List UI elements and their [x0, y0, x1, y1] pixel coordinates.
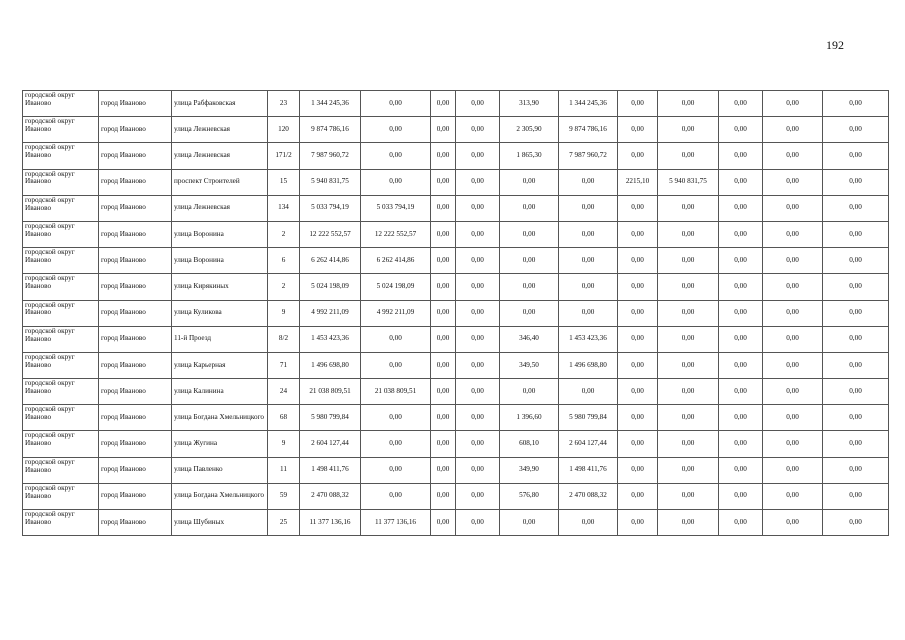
cell-total-cost: 2 470 088,32	[300, 483, 361, 509]
cell-value-5: 9 874 786,16	[559, 117, 618, 143]
cell-value-9: 0,00	[763, 352, 823, 378]
cell-value-1: 21 038 809,51	[361, 379, 431, 405]
cell-value-9: 0,00	[763, 274, 823, 300]
cell-municipality: городской округ Иваново	[23, 405, 99, 431]
cell-value-2: 0,00	[431, 352, 456, 378]
table-row	[23, 221, 889, 247]
cell-street: улица Лежневская	[172, 195, 268, 221]
cell-total-cost: 12 222 552,57	[300, 221, 361, 247]
cell-value-7: 0,00	[658, 248, 719, 274]
housing-repair-table	[22, 90, 889, 536]
cell-value-10: 0,00	[823, 195, 889, 221]
cell-value-1: 5 033 794,19	[361, 195, 431, 221]
table-row	[23, 326, 889, 352]
cell-municipality: городской округ Иваново	[23, 431, 99, 457]
cell-house: 24	[268, 379, 300, 405]
cell-municipality: городской округ Иваново	[23, 169, 99, 195]
cell-value-3: 0,00	[456, 352, 500, 378]
cell-value-7: 0,00	[658, 457, 719, 483]
cell-value-7: 0,00	[658, 143, 719, 169]
cell-value-3: 0,00	[456, 169, 500, 195]
cell-value-6: 0,00	[618, 274, 658, 300]
cell-settlement: город Иваново	[99, 510, 172, 536]
cell-municipality: городской округ Иваново	[23, 274, 99, 300]
cell-value-8: 0,00	[719, 169, 763, 195]
cell-value-8: 0,00	[719, 274, 763, 300]
table-row	[23, 248, 889, 274]
cell-value-4: 0,00	[500, 510, 559, 536]
cell-total-cost: 21 038 809,51	[300, 379, 361, 405]
cell-value-7: 0,00	[658, 379, 719, 405]
cell-value-6: 2215,10	[618, 169, 658, 195]
cell-street: проспект Строителей	[172, 169, 268, 195]
cell-municipality: городской округ Иваново	[23, 300, 99, 326]
cell-value-8: 0,00	[719, 483, 763, 509]
cell-value-3: 0,00	[456, 405, 500, 431]
cell-value-4: 346,40	[500, 326, 559, 352]
cell-value-6: 0,00	[618, 352, 658, 378]
cell-value-4: 349,50	[500, 352, 559, 378]
cell-house: 120	[268, 117, 300, 143]
cell-total-cost: 5 024 198,09	[300, 274, 361, 300]
cell-value-4: 0,00	[500, 274, 559, 300]
cell-street: улица Лежневская	[172, 143, 268, 169]
cell-value-9: 0,00	[763, 379, 823, 405]
cell-value-6: 0,00	[618, 379, 658, 405]
table-row	[23, 300, 889, 326]
cell-settlement: город Иваново	[99, 169, 172, 195]
cell-value-6: 0,00	[618, 326, 658, 352]
table-row	[23, 379, 889, 405]
cell-value-7: 0,00	[658, 483, 719, 509]
cell-value-2: 0,00	[431, 483, 456, 509]
cell-total-cost: 1 498 411,76	[300, 457, 361, 483]
cell-value-10: 0,00	[823, 352, 889, 378]
cell-value-6: 0,00	[618, 221, 658, 247]
cell-value-7: 0,00	[658, 326, 719, 352]
cell-total-cost: 5 980 799,84	[300, 405, 361, 431]
table-row	[23, 457, 889, 483]
cell-value-8: 0,00	[719, 91, 763, 117]
cell-value-2: 0,00	[431, 117, 456, 143]
cell-value-1: 0,00	[361, 405, 431, 431]
page-number: 192	[826, 38, 844, 52]
cell-value-2: 0,00	[431, 326, 456, 352]
cell-house: 9	[268, 300, 300, 326]
cell-value-4: 0,00	[500, 248, 559, 274]
cell-value-6: 0,00	[618, 117, 658, 143]
cell-municipality: городской округ Иваново	[23, 143, 99, 169]
table-row	[23, 510, 889, 536]
cell-value-1: 0,00	[361, 91, 431, 117]
cell-value-8: 0,00	[719, 248, 763, 274]
cell-settlement: город Иваново	[99, 352, 172, 378]
cell-value-7: 0,00	[658, 274, 719, 300]
cell-value-7: 0,00	[658, 91, 719, 117]
cell-value-9: 0,00	[763, 117, 823, 143]
cell-value-6: 0,00	[618, 143, 658, 169]
cell-value-4: 0,00	[500, 379, 559, 405]
cell-value-3: 0,00	[456, 274, 500, 300]
cell-value-3: 0,00	[456, 91, 500, 117]
cell-total-cost: 1 344 245,36	[300, 91, 361, 117]
cell-value-8: 0,00	[719, 405, 763, 431]
cell-value-5: 0,00	[559, 379, 618, 405]
cell-value-4: 1 865,30	[500, 143, 559, 169]
cell-value-4: 0,00	[500, 221, 559, 247]
cell-settlement: город Иваново	[99, 248, 172, 274]
cell-value-8: 0,00	[719, 326, 763, 352]
cell-value-2: 0,00	[431, 274, 456, 300]
cell-value-2: 0,00	[431, 169, 456, 195]
cell-street: улица Калинина	[172, 379, 268, 405]
cell-settlement: город Иваново	[99, 117, 172, 143]
cell-value-2: 0,00	[431, 221, 456, 247]
cell-value-9: 0,00	[763, 510, 823, 536]
cell-value-10: 0,00	[823, 431, 889, 457]
cell-value-5: 1 496 698,80	[559, 352, 618, 378]
cell-value-5: 2 470 088,32	[559, 483, 618, 509]
cell-house: 134	[268, 195, 300, 221]
cell-street: улица Воронина	[172, 248, 268, 274]
cell-value-3: 0,00	[456, 431, 500, 457]
cell-value-1: 0,00	[361, 483, 431, 509]
cell-value-5: 7 987 960,72	[559, 143, 618, 169]
cell-value-5: 2 604 127,44	[559, 431, 618, 457]
cell-street: улица Куликова	[172, 300, 268, 326]
cell-value-4: 313,90	[500, 91, 559, 117]
cell-house: 71	[268, 352, 300, 378]
cell-total-cost: 1 496 698,80	[300, 352, 361, 378]
cell-value-3: 0,00	[456, 300, 500, 326]
cell-street: улица Рабфаковская	[172, 91, 268, 117]
cell-value-6: 0,00	[618, 431, 658, 457]
cell-value-10: 0,00	[823, 483, 889, 509]
cell-value-3: 0,00	[456, 510, 500, 536]
cell-municipality: городской округ Иваново	[23, 379, 99, 405]
cell-value-8: 0,00	[719, 143, 763, 169]
cell-value-4: 0,00	[500, 169, 559, 195]
cell-value-8: 0,00	[719, 352, 763, 378]
cell-value-3: 0,00	[456, 326, 500, 352]
cell-value-1: 12 222 552,57	[361, 221, 431, 247]
cell-value-8: 0,00	[719, 221, 763, 247]
cell-total-cost: 9 874 786,16	[300, 117, 361, 143]
cell-settlement: город Иваново	[99, 457, 172, 483]
cell-value-1: 0,00	[361, 117, 431, 143]
cell-value-10: 0,00	[823, 143, 889, 169]
cell-value-4: 2 305,90	[500, 117, 559, 143]
cell-value-6: 0,00	[618, 91, 658, 117]
cell-value-9: 0,00	[763, 483, 823, 509]
cell-total-cost: 5 940 831,75	[300, 169, 361, 195]
cell-house: 15	[268, 169, 300, 195]
cell-value-5: 1 498 411,76	[559, 457, 618, 483]
cell-value-3: 0,00	[456, 248, 500, 274]
cell-value-6: 0,00	[618, 300, 658, 326]
cell-value-5: 5 980 799,84	[559, 405, 618, 431]
cell-value-5: 1 344 245,36	[559, 91, 618, 117]
cell-house: 8/2	[268, 326, 300, 352]
cell-value-5: 0,00	[559, 221, 618, 247]
cell-value-9: 0,00	[763, 248, 823, 274]
cell-value-2: 0,00	[431, 143, 456, 169]
cell-municipality: городской округ Иваново	[23, 117, 99, 143]
cell-value-6: 0,00	[618, 483, 658, 509]
cell-value-8: 0,00	[719, 457, 763, 483]
cell-total-cost: 1 453 423,36	[300, 326, 361, 352]
cell-value-9: 0,00	[763, 457, 823, 483]
cell-value-9: 0,00	[763, 143, 823, 169]
cell-house: 2	[268, 221, 300, 247]
cell-value-6: 0,00	[618, 457, 658, 483]
cell-value-7: 0,00	[658, 352, 719, 378]
cell-street: улица Богдана Хмельницкого	[172, 483, 268, 509]
cell-value-2: 0,00	[431, 457, 456, 483]
cell-value-3: 0,00	[456, 143, 500, 169]
cell-value-6: 0,00	[618, 510, 658, 536]
cell-total-cost: 2 604 127,44	[300, 431, 361, 457]
cell-value-1: 0,00	[361, 326, 431, 352]
cell-value-10: 0,00	[823, 117, 889, 143]
cell-value-10: 0,00	[823, 169, 889, 195]
cell-value-1: 4 992 211,09	[361, 300, 431, 326]
cell-municipality: городской округ Иваново	[23, 352, 99, 378]
cell-value-7: 0,00	[658, 405, 719, 431]
cell-municipality: городской округ Иваново	[23, 221, 99, 247]
cell-total-cost: 4 992 211,09	[300, 300, 361, 326]
table-row	[23, 117, 889, 143]
cell-settlement: город Иваново	[99, 143, 172, 169]
cell-value-8: 0,00	[719, 300, 763, 326]
cell-street: улица Шубиных	[172, 510, 268, 536]
cell-house: 2	[268, 274, 300, 300]
cell-value-9: 0,00	[763, 91, 823, 117]
cell-value-6: 0,00	[618, 195, 658, 221]
cell-value-5: 0,00	[559, 510, 618, 536]
cell-value-9: 0,00	[763, 300, 823, 326]
cell-street: улица Богдана Хмельницкого	[172, 405, 268, 431]
cell-value-1: 11 377 136,16	[361, 510, 431, 536]
cell-value-2: 0,00	[431, 431, 456, 457]
cell-street: улица Карьерная	[172, 352, 268, 378]
cell-value-9: 0,00	[763, 431, 823, 457]
cell-municipality: городской округ Иваново	[23, 248, 99, 274]
cell-value-3: 0,00	[456, 483, 500, 509]
cell-value-7: 0,00	[658, 117, 719, 143]
cell-settlement: город Иваново	[99, 91, 172, 117]
cell-settlement: город Иваново	[99, 431, 172, 457]
table-row	[23, 483, 889, 509]
cell-value-2: 0,00	[431, 405, 456, 431]
cell-house: 68	[268, 405, 300, 431]
cell-total-cost: 6 262 414,86	[300, 248, 361, 274]
cell-value-2: 0,00	[431, 91, 456, 117]
cell-value-2: 0,00	[431, 195, 456, 221]
cell-value-3: 0,00	[456, 195, 500, 221]
cell-value-2: 0,00	[431, 248, 456, 274]
cell-value-5: 0,00	[559, 274, 618, 300]
cell-value-7: 0,00	[658, 195, 719, 221]
cell-municipality: городской округ Иваново	[23, 457, 99, 483]
cell-settlement: город Иваново	[99, 379, 172, 405]
cell-value-2: 0,00	[431, 510, 456, 536]
cell-value-10: 0,00	[823, 274, 889, 300]
cell-value-10: 0,00	[823, 91, 889, 117]
cell-street: улица Воронина	[172, 221, 268, 247]
cell-value-8: 0,00	[719, 379, 763, 405]
cell-value-8: 0,00	[719, 510, 763, 536]
cell-value-5: 0,00	[559, 195, 618, 221]
cell-value-4: 0,00	[500, 300, 559, 326]
table-row	[23, 352, 889, 378]
cell-settlement: город Иваново	[99, 326, 172, 352]
cell-value-8: 0,00	[719, 117, 763, 143]
cell-house: 25	[268, 510, 300, 536]
cell-value-10: 0,00	[823, 457, 889, 483]
cell-value-1: 0,00	[361, 143, 431, 169]
cell-settlement: город Иваново	[99, 483, 172, 509]
cell-value-7: 0,00	[658, 510, 719, 536]
cell-municipality: городской округ Иваново	[23, 483, 99, 509]
cell-total-cost: 7 987 960,72	[300, 143, 361, 169]
cell-value-9: 0,00	[763, 169, 823, 195]
cell-value-4: 1 396,60	[500, 405, 559, 431]
cell-value-9: 0,00	[763, 195, 823, 221]
cell-value-2: 0,00	[431, 300, 456, 326]
cell-house: 171/2	[268, 143, 300, 169]
cell-value-9: 0,00	[763, 405, 823, 431]
cell-municipality: городской округ Иваново	[23, 510, 99, 536]
cell-municipality: городской округ Иваново	[23, 326, 99, 352]
table-row	[23, 169, 889, 195]
cell-value-10: 0,00	[823, 326, 889, 352]
cell-value-5: 0,00	[559, 248, 618, 274]
cell-house: 6	[268, 248, 300, 274]
table-row	[23, 431, 889, 457]
table-row	[23, 274, 889, 300]
cell-street: улица Лежневская	[172, 117, 268, 143]
cell-house: 23	[268, 91, 300, 117]
cell-value-1: 0,00	[361, 169, 431, 195]
cell-value-9: 0,00	[763, 326, 823, 352]
cell-value-10: 0,00	[823, 510, 889, 536]
cell-street: улица Жугина	[172, 431, 268, 457]
cell-value-2: 0,00	[431, 379, 456, 405]
cell-total-cost: 11 377 136,16	[300, 510, 361, 536]
cell-street: улица Кирякиных	[172, 274, 268, 300]
cell-settlement: город Иваново	[99, 405, 172, 431]
cell-value-3: 0,00	[456, 457, 500, 483]
cell-value-4: 576,80	[500, 483, 559, 509]
cell-value-7: 0,00	[658, 300, 719, 326]
cell-settlement: город Иваново	[99, 221, 172, 247]
cell-house: 9	[268, 431, 300, 457]
table-row	[23, 91, 889, 117]
cell-total-cost: 5 033 794,19	[300, 195, 361, 221]
cell-value-3: 0,00	[456, 221, 500, 247]
cell-value-3: 0,00	[456, 117, 500, 143]
cell-value-10: 0,00	[823, 405, 889, 431]
cell-municipality: городской округ Иваново	[23, 91, 99, 117]
cell-value-7: 5 940 831,75	[658, 169, 719, 195]
cell-value-4: 0,00	[500, 195, 559, 221]
cell-value-1: 0,00	[361, 431, 431, 457]
cell-value-4: 608,10	[500, 431, 559, 457]
cell-house: 59	[268, 483, 300, 509]
cell-value-8: 0,00	[719, 195, 763, 221]
cell-street: 11-й Проезд	[172, 326, 268, 352]
cell-settlement: город Иваново	[99, 300, 172, 326]
table-row	[23, 405, 889, 431]
cell-value-4: 349,90	[500, 457, 559, 483]
cell-value-8: 0,00	[719, 431, 763, 457]
cell-value-1: 5 024 198,09	[361, 274, 431, 300]
cell-value-6: 0,00	[618, 405, 658, 431]
table-row	[23, 143, 889, 169]
cell-value-6: 0,00	[618, 248, 658, 274]
cell-street: улица Павленко	[172, 457, 268, 483]
cell-municipality: городской округ Иваново	[23, 195, 99, 221]
cell-value-1: 0,00	[361, 352, 431, 378]
cell-house: 11	[268, 457, 300, 483]
cell-value-10: 0,00	[823, 379, 889, 405]
cell-settlement: город Иваново	[99, 195, 172, 221]
cell-value-5: 0,00	[559, 300, 618, 326]
table-body	[23, 91, 889, 536]
cell-settlement: город Иваново	[99, 274, 172, 300]
table-row	[23, 195, 889, 221]
cell-value-7: 0,00	[658, 431, 719, 457]
cell-value-10: 0,00	[823, 221, 889, 247]
cell-value-7: 0,00	[658, 221, 719, 247]
cell-value-10: 0,00	[823, 300, 889, 326]
cell-value-1: 6 262 414,86	[361, 248, 431, 274]
cell-value-3: 0,00	[456, 379, 500, 405]
cell-value-1: 0,00	[361, 457, 431, 483]
cell-value-10: 0,00	[823, 248, 889, 274]
cell-value-9: 0,00	[763, 221, 823, 247]
cell-value-5: 0,00	[559, 169, 618, 195]
cell-value-5: 1 453 423,36	[559, 326, 618, 352]
